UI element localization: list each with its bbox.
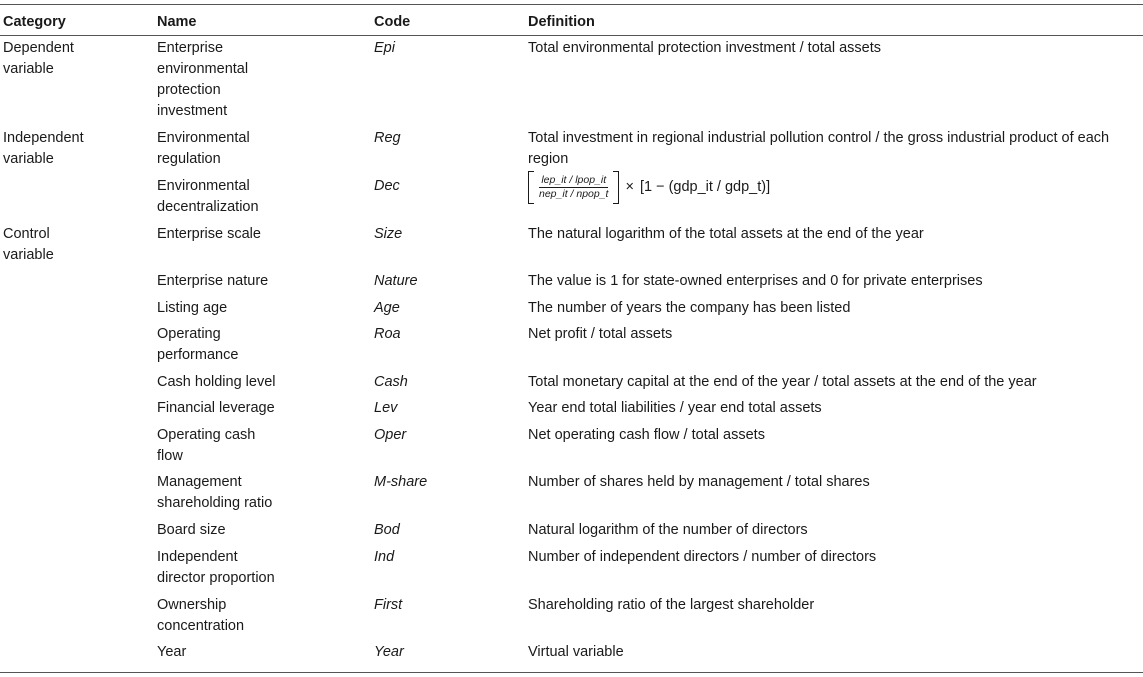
formula-left-bracket	[528, 171, 534, 204]
row-14-definition: Virtual variable	[528, 644, 624, 660]
formula-numerator: lep_it / lpop_it	[541, 174, 607, 186]
row-0-category: Dependent variable	[3, 40, 74, 77]
row-2-code: Dec	[374, 178, 400, 194]
row-7-code: Cash	[374, 374, 408, 390]
header-rule	[0, 35, 1143, 36]
row-10-code: M-share	[374, 474, 428, 490]
row-11-name: Board size	[157, 522, 226, 538]
row-10-name: Management shareholding ratio	[157, 474, 273, 511]
row-0-definition: Total environmental protection investment / total assets	[528, 40, 882, 56]
header-category: Category	[3, 14, 66, 30]
row-5-code: Age	[374, 300, 400, 316]
row-14-code: Year	[374, 644, 404, 660]
row-13-definition: Shareholding ratio of the largest shareholder	[528, 597, 815, 613]
top-rule	[0, 4, 1143, 5]
row-3-name: Enterprise scale	[157, 226, 261, 242]
row-9-definition: Net operating cash flow / total assets	[528, 427, 765, 443]
row-6-code: Roa	[374, 326, 401, 342]
formula-right-bracket	[613, 171, 619, 204]
row-1-code: Reg	[374, 130, 401, 146]
row-11-definition: Natural logarithm of the number of directors	[528, 522, 808, 538]
row-8-definition: Year end total liabilities / year end total assets	[528, 400, 822, 416]
row-12-name: Independent director proportion	[157, 549, 275, 586]
row-7-definition: Total monetary capital at the end of the year / total assets at the end of the year	[528, 374, 1037, 390]
formula-denominator: nep_it / npop_t	[539, 188, 609, 200]
row-5-name: Listing age	[157, 300, 228, 316]
formula-times: ×	[625, 179, 634, 195]
row-12-definition: Number of independent directors / number of directors	[528, 549, 877, 565]
row-0-name: Enterprise environmental protection investment	[157, 40, 249, 119]
row-14-name: Year	[157, 644, 187, 660]
row-2-name: Environmental decentralization	[157, 178, 259, 215]
row-6-name: Operating performance	[157, 326, 239, 363]
row-1-category: Independent variable	[3, 130, 84, 167]
formula-bracket-term: [1 − (gdp_it / gdp_t)]	[639, 179, 771, 195]
row-13-code: First	[374, 597, 403, 613]
header-code: Code	[374, 14, 411, 30]
row-7-name: Cash holding level	[157, 374, 276, 390]
row-9-name: Operating cash flow	[157, 427, 256, 464]
row-5-definition: The number of years the company has been listed	[528, 300, 851, 316]
row-4-definition: The value is 1 for state-owned enterprises and 0 for private enterprises	[528, 273, 983, 289]
row-12-code: Ind	[374, 549, 395, 565]
header-name: Name	[157, 14, 197, 30]
row-13-name: Ownership concentration	[157, 597, 245, 634]
row-3-definition: The natural logarithm of the total assets at the end of the year	[528, 226, 924, 242]
row-8-code: Lev	[374, 400, 398, 416]
row-2-definition-formula	[528, 171, 1140, 211]
row-4-name: Enterprise nature	[157, 273, 269, 289]
bottom-rule	[0, 672, 1143, 673]
row-1-definition: Total investment in regional industrial pollution control / the gross industrial product of each region	[528, 130, 1110, 167]
row-10-definition: Number of shares held by management / total shares	[528, 474, 870, 490]
row-1-name: Environmental regulation	[157, 130, 250, 167]
row-0-code: Epi	[374, 40, 395, 56]
header-definition: Definition	[528, 14, 595, 30]
row-6-definition: Net profit / total assets	[528, 326, 673, 342]
row-3-code: Size	[374, 226, 403, 242]
row-8-name: Financial leverage	[157, 400, 275, 416]
formula-fraction	[537, 174, 610, 201]
row-3-category: Control variable	[3, 226, 54, 263]
row-11-code: Bod	[374, 522, 400, 538]
row-9-code: Oper	[374, 427, 407, 443]
row-4-code: Nature	[374, 273, 418, 289]
